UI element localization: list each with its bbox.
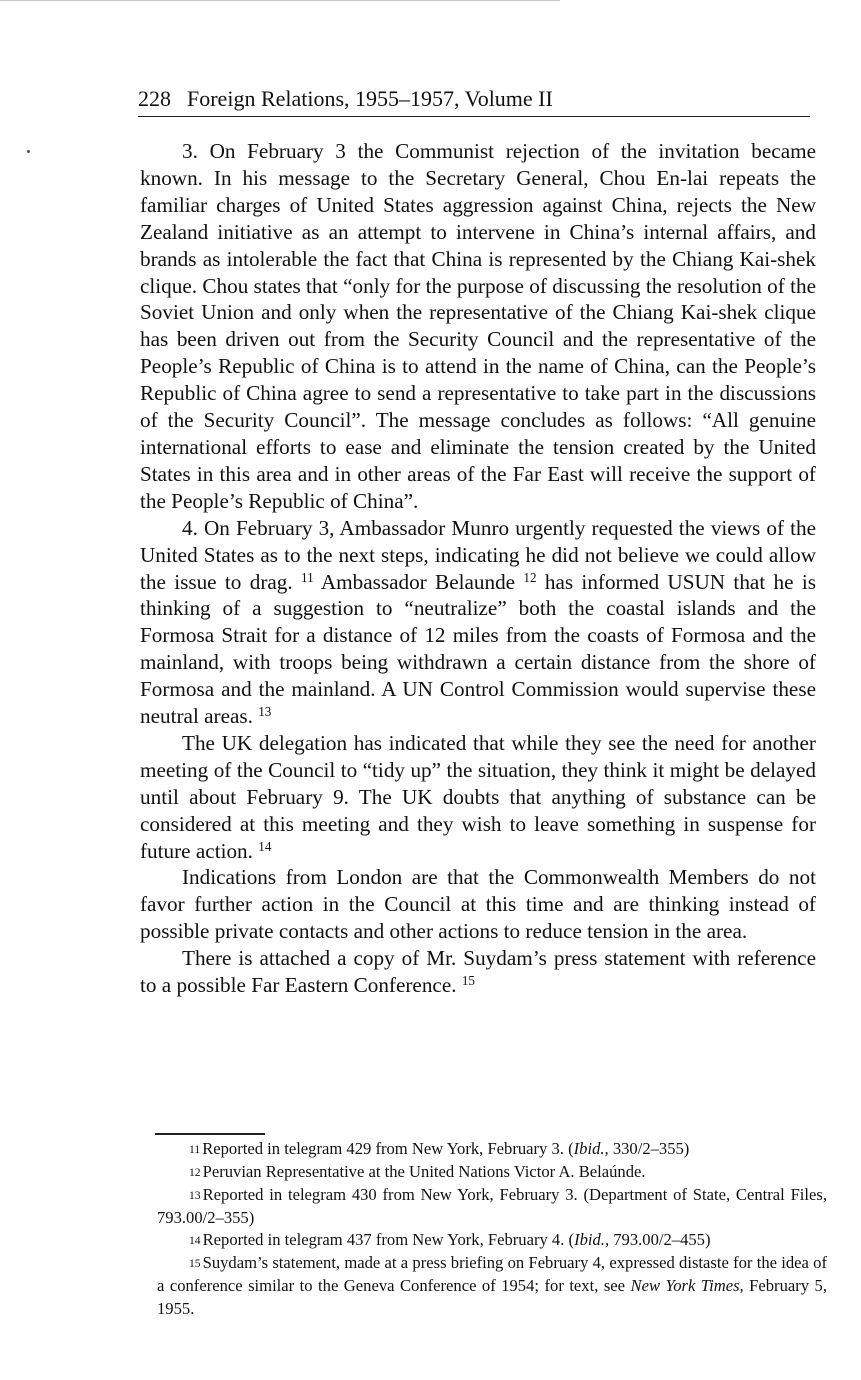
footnote-ref-13[interactable]: 13: [258, 703, 272, 719]
body-text: [140, 138, 816, 999]
running-header: [138, 84, 810, 117]
footnote-divider: [155, 1133, 265, 1135]
footnote-italic: Ibid.,: [573, 1139, 609, 1158]
footnote-text: February 5, 1955.: [157, 1276, 827, 1318]
footnotes: [157, 1138, 827, 1320]
footnote-number: 13: [189, 1188, 201, 1202]
footnote-text: Reported in telegram 430 from New York, February 3. (Department of State, Central Files, 793.00/2–355): [157, 1185, 827, 1228]
paragraph-london: [140, 864, 816, 945]
footnote-ref-11[interactable]: 11: [301, 569, 314, 585]
footnote-number: 14: [189, 1234, 201, 1248]
footnote-12: [157, 1161, 827, 1184]
footnote-ref-15[interactable]: 15: [461, 972, 475, 988]
footnote-italic: New York Times,: [630, 1276, 744, 1296]
paragraph-4: [140, 515, 816, 730]
footnote-number: 15: [189, 1257, 201, 1271]
footnote-11: [157, 1138, 827, 1161]
paragraph-3: [140, 138, 816, 515]
footnote-text: 793.00/2–455): [609, 1230, 711, 1250]
footnote-ref-14[interactable]: 14: [258, 838, 272, 854]
paragraph-text: Ambassador Belaunde: [320, 569, 516, 594]
paragraph-text: Indications from London are that the Commonwealth Members do not favor further action in the Council at this time and are thinking instead of possible private contacts and other actions to reduce tension in the area.: [140, 865, 816, 944]
paragraph-text: has informed USUN that he is thinking of a suggestion to “neutralize” both the coastal islands and the Formosa Strait for a distance of 12 miles from the coasts of Formosa and the mainland, with troops being withdrawn a certain distance from the shore of Formosa and the mainland. A UN Control Commission would supervise these neutral areas.: [140, 569, 816, 729]
footnote-text: Reported in telegram 429 from New York, February 3. (: [202, 1139, 574, 1158]
footnote-15: [157, 1252, 827, 1319]
paragraph-text: The UK delegation has indicated that while they see the need for another meeting of the Council to “tidy up” the situation, they think it might be delayed until about February 9. The UK doubts that anything of substance can be considered at this meeting and they wish to leave something in suspense for future action.: [140, 730, 816, 863]
footnote-italic: Ibid.,: [574, 1230, 610, 1250]
footnote-number: 12: [189, 1165, 201, 1179]
paragraph-attachment: [140, 945, 816, 999]
footnote-text: Suydam’s statement, made at a press briefing on February 4, expressed distaste for the idea of a conference similar to the Geneva Conference of 1954; for text, see: [157, 1253, 827, 1296]
footnote-text: Peruvian Representative at the United Nations Victor A. Belaúnde.: [202, 1162, 646, 1182]
footnote-ref-12[interactable]: 12: [523, 569, 537, 585]
paragraph-uk-delegation: [140, 730, 816, 865]
scan-top-edge: [0, 0, 560, 1]
paragraph-text: 4. On February 3, Ambassador Munro urgently requested the views of the United States as to the next steps, indicating he did not believe we could allow the issue to drag.: [140, 515, 816, 594]
footnote-number: 11: [189, 1142, 201, 1156]
paragraph-text: There is attached a copy of Mr. Suydam’s press statement with reference to a possible Far Eastern Conference.: [140, 946, 816, 998]
footnote-text: 330/2–355): [608, 1139, 690, 1158]
footnote-text: Reported in telegram 437 from New York, February 4. (: [202, 1230, 575, 1250]
paragraph-text: 3. On February 3 the Communist rejection of the invitation became known. In his message to the Secretary General, Chou En-lai repeats the familiar charges of United States aggression against China, rejects the New Zealand initiative as an attempt to intervene in China’s internal affairs, and brands as intolerable the fact that China is represented by the Chiang Kai-shek clique. Chou states that “only for the purpose of discussing the resolution of the Soviet Union and only when the representative of the Chiang Kai-shek clique has been driven out from the Security Council and the representative of the People’s Republic of China is to attend in the name of China, can the People’s Republic of China agree to send a representative to take part in the discussions of the Security Council”. The message concludes as follows: “All genuine international efforts to ease and eliminate the tension created by the United States in this area and in other areas of the Far East will receive the support of the People’s Republic of China”.: [140, 139, 816, 513]
page-number: 228: [138, 86, 171, 111]
footnote-13: [157, 1184, 827, 1229]
footnote-14: [157, 1229, 827, 1252]
scan-speck: [27, 150, 30, 153]
running-title: Foreign Relations, 1955–1957, Volume II: [187, 86, 553, 111]
